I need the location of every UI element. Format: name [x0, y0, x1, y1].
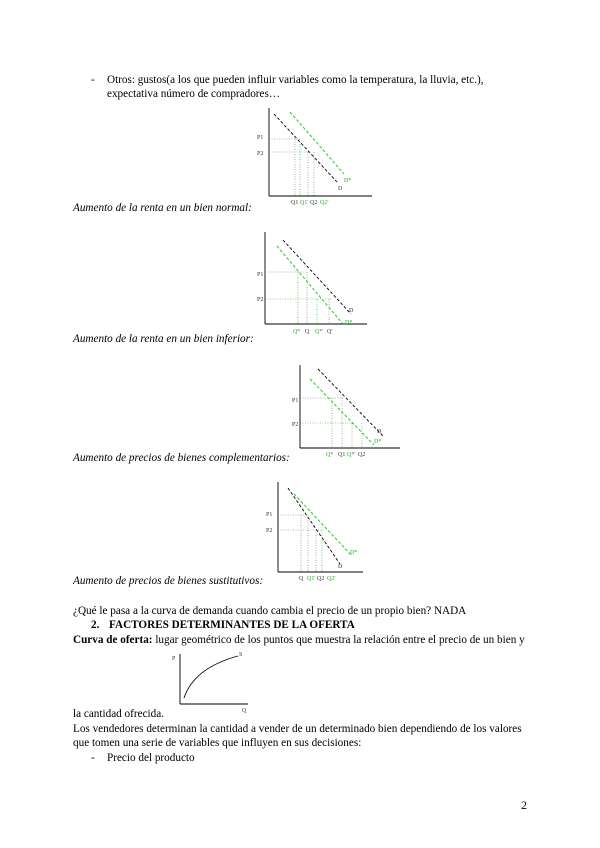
definition-text: lugar geométrico de los puntos que muestra la relación entre el precio de un bien y: [152, 634, 525, 646]
bullet-precio: Precio del producto: [107, 752, 195, 764]
fig2-d: D: [349, 308, 354, 314]
page-number: 2: [521, 798, 527, 812]
definition-continuation: la cantidad ofrecida.: [73, 708, 165, 720]
bullet-dash-2: -: [91, 752, 95, 764]
supply-label-s: S: [239, 652, 243, 658]
section-heading-number: 2.: [91, 619, 100, 631]
question-text: ¿Qué le pasa a la curva de demanda cuando cambia el precio de un propio bien? NADA: [73, 605, 467, 617]
caption-1: Aumento de la renta en un bien normal:: [73, 202, 252, 214]
figure-precios-sustitutivos: [258, 482, 368, 582]
intro-line-2: expectativa número de compradores…: [107, 88, 281, 100]
fig3-q2: Q*': [347, 452, 356, 458]
fig1-q0: Q1: [291, 200, 299, 206]
section-heading: FACTORES DETERMINANTES DE LA OFERTA: [109, 619, 355, 631]
fig1-q3: Q2': [320, 200, 329, 206]
fig1-p2: P2: [257, 151, 264, 157]
fig1-q2: Q2: [310, 200, 318, 206]
fig3-p2: P2: [292, 422, 299, 428]
fig2-q3: Q': [327, 329, 333, 335]
supply-curve-graph: [172, 650, 252, 714]
figure-precios-complementarios: [290, 365, 405, 457]
caption-3: Aumento de precios de bienes complementarios:: [73, 452, 290, 464]
supply-label-p: P: [172, 656, 176, 662]
fig3-q3: Q2: [358, 452, 366, 458]
fig4-q3: Q2': [327, 576, 336, 582]
fig1-p1: P1: [257, 135, 264, 141]
fig2-d2: D*: [345, 320, 353, 326]
fig2-p2: P2: [257, 297, 264, 303]
fig3-p1: P1: [292, 398, 299, 404]
figure-renta-bien-inferior: [255, 232, 370, 340]
fig4-q2: Q2: [317, 576, 325, 582]
fig3-q1: Q1: [338, 452, 346, 458]
fig2-q0: Q*: [293, 329, 301, 335]
paragraph-line-1: Los vendedores determinan la cantidad a vender de un determinado bien dependiendo de los valores: [73, 723, 522, 735]
fig4-q1: Q1': [307, 576, 316, 582]
fig4-d: D: [338, 564, 343, 570]
fig1-d2: D*: [344, 178, 352, 184]
supply-label-q: Q: [242, 708, 247, 714]
caption-4: Aumento de precios de bienes sustitutivos:: [73, 575, 264, 587]
definition-line: [73, 634, 525, 647]
caption-2: Aumento de la renta en un bien inferior:: [73, 333, 254, 345]
fig4-q0: Q: [299, 576, 304, 582]
figure-renta-bien-normal: [252, 108, 382, 208]
intro-line-1: Otros: gustos(a los que pueden influir variables como la temperatura, la lluvia, etc.),: [107, 74, 484, 86]
fig2-p1: P1: [257, 272, 264, 278]
fig1-q1: Q1': [300, 200, 309, 206]
paragraph-line-2: que tomen una serie de variables que influyen en sus decisiones:: [73, 737, 362, 749]
fig4-p2: P2: [266, 528, 273, 534]
fig3-d: D: [377, 429, 382, 435]
fig2-q2: Q*': [315, 329, 324, 335]
fig4-d2: D*: [350, 550, 358, 556]
fig2-q1: Q: [305, 329, 310, 335]
fig1-d: D: [338, 186, 343, 192]
definition-term: Curva de oferta:: [73, 634, 153, 646]
fig4-p1: P1: [266, 512, 273, 518]
bullet-dash: -: [91, 74, 95, 86]
fig3-q0: Q*: [326, 452, 334, 458]
fig3-d2: D*: [374, 439, 382, 445]
